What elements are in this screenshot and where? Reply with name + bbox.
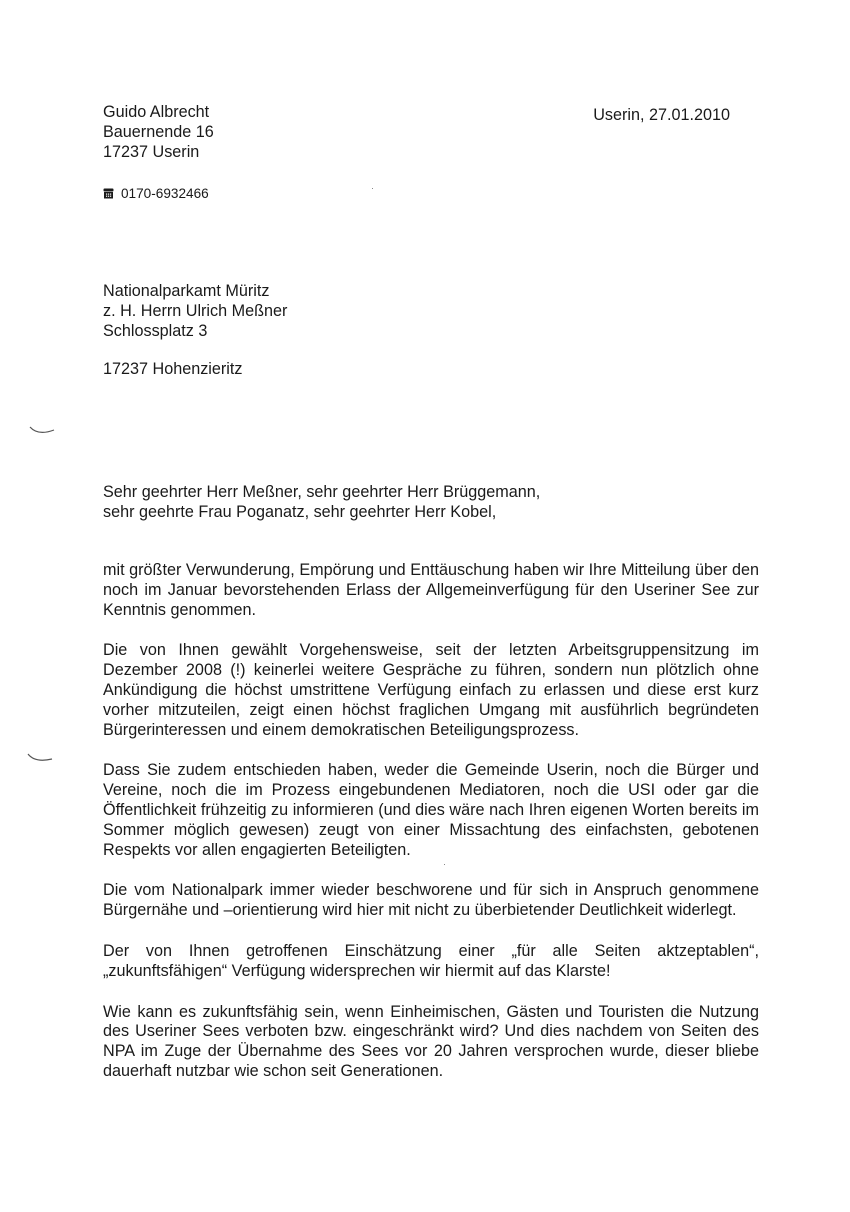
letter-body [103, 561, 759, 1103]
body-paragraph: mit größter Verwunderung, Empörung und Enttäuschung haben wir Ihre Mitteilung über den noch im Januar bevorstehenden Erlass der Allgemeinverfügung für den Useriner See zur Kenntnis genommen. [103, 561, 759, 619]
recipient-city: 17237 Hohenzieritz [103, 360, 243, 378]
salutation-line: Sehr geehrter Herr Meßner, sehr geehrter Herr Brüggemann, [103, 483, 541, 501]
scan-speck [444, 864, 445, 865]
recipient-org: Nationalparkamt Müritz [103, 282, 270, 300]
telephone-icon [103, 188, 114, 199]
body-paragraph: Dass Sie zudem entschieden haben, weder die Gemeinde Userin, noch die Bürger und Vereine, noch die im Prozess eingebundenen Mediatoren, noch die USI oder gar die Öffentlichkeit frühzeitig zu informieren (und dies wäre nach Ihren eigenen Worten bereits im Sommer möglich gewesen) zeugt von einer Missachtung des einfachsten, gebotenen Respekts vor allen engagierten Beteiligten. [103, 761, 759, 859]
salutation [103, 483, 540, 523]
sender-street: Bauernende 16 [103, 122, 214, 141]
sender-address [103, 103, 214, 162]
fold-mark-lower [26, 752, 54, 766]
salutation-line: sehr geehrte Frau Poganatz, sehr geehrter Herr Kobel, [103, 502, 497, 521]
body-paragraph: Wie kann es zukunftsfähig sein, wenn Einheimischen, Gästen und Touristen die Nutzung des Useriner Sees verboten bzw. eingeschränkt wird? Und dies nachdem von Seiten des NPA im Zuge der Übernahme des Sees vor 20 Jahren versprochen wurde, dieser bliebe dauerhaft nutzbar wie schon seit Generationen. [103, 1002, 759, 1080]
recipient-attention: z. H. Herrn Ulrich Meßner [103, 301, 288, 320]
scan-speck [372, 188, 373, 189]
recipient-street: Schlossplatz 3 [103, 321, 208, 340]
body-paragraph: Die vom Nationalpark immer wieder beschworene und für sich in Anspruch genommene Bürgernähe und –orientierung wird hier mit nicht zu überbietender Deutlichkeit widerlegt. [103, 881, 759, 920]
sender-name: Guido Albrecht [103, 103, 210, 121]
fold-mark-upper [28, 424, 56, 438]
letter-date: Userin, 27.01.2010 [593, 106, 730, 124]
recipient-address [103, 282, 287, 341]
sender-phone [103, 184, 209, 204]
phone-number: 0170-6932466 [121, 186, 209, 201]
body-paragraph: Der von Ihnen getroffenen Einschätzung einer „für alle Seiten aktzeptablen“, „zukunftsfähigen“ Verfügung widersprechen wir hiermit auf das Klarste! [103, 941, 759, 980]
sender-city: 17237 Userin [103, 142, 200, 161]
body-paragraph: Die von Ihnen gewählt Vorgehensweise, seit der letzten Arbeitsgruppensitzung im Dezember 2008 (!) keinerlei weitere Gespräche zu führen, sondern nun plötzlich ohne Ankündigung die höchst umstrittene Verfügung einfach zu erlassen und diese erst kurz vorher mitzuteilen, zeigt einen höchst fraglichen Umgang mit ausführlich begründeten Bürgerinteressen und einem demokratischen Beteiligungsprozess. [103, 641, 759, 739]
